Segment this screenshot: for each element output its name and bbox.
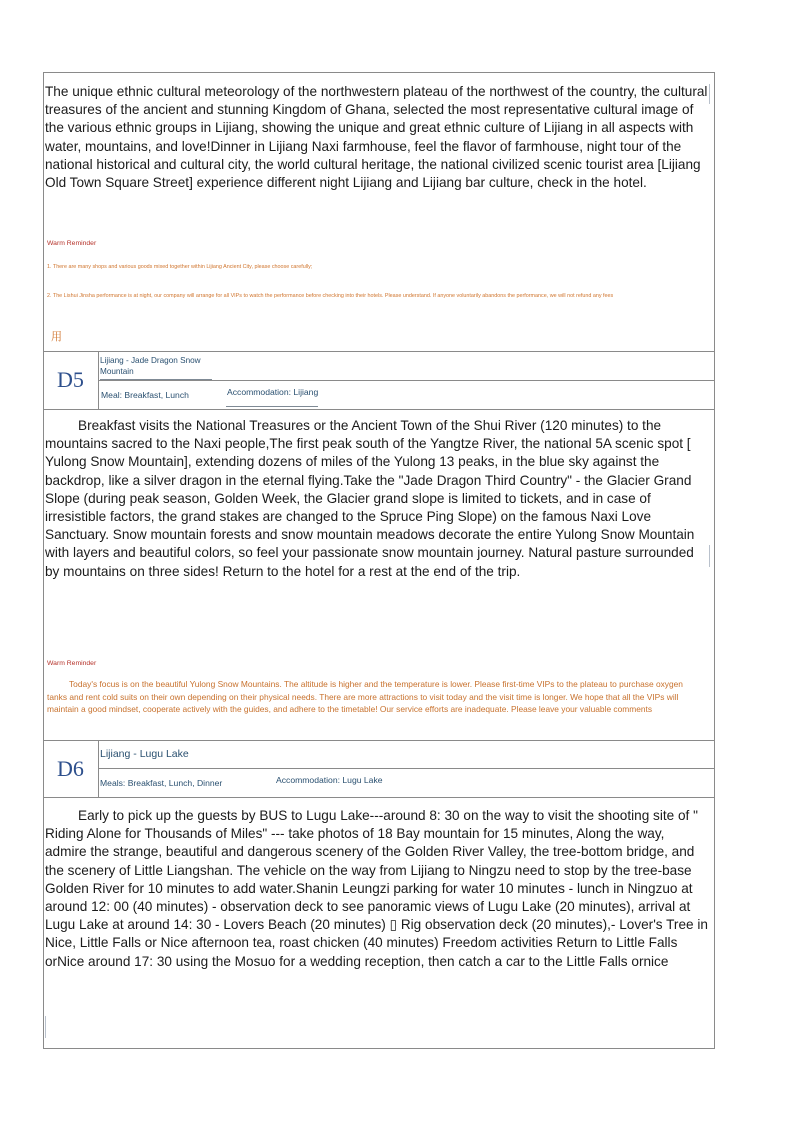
d5-mid-border	[98, 380, 715, 381]
d6-meals: Meals: Breakfast, Lunch, Dinner	[100, 778, 223, 788]
d5-route-underline	[100, 379, 212, 380]
intro-paragraph: The unique ethnic cultural meteorology of the northwestern plateau of the northwest of the country, the cultural treasures of the ancient and stunning Kingdom of Ghana, selected the most representative cultural image of the various ethnic groups in Lijiang, showing the unique and great ethnic culture of Lijiang in all aspects with water, mountains, and love!Dinner in Lijiang Naxi farmhouse, feel the flavor of farmhouse, night tour of the national historical and cultural city, the world cultural heritage, the national civilized scenic tourist area [Lijiang Old Town Square Street] experience different night Lijiang and Lijiang bar culture, check in the hotel.	[45, 84, 708, 191]
d6-accommodation: Accommodation: Lugu Lake	[276, 775, 383, 785]
reminder-item-1: 1. There are many shops and various goods mixed together within Lijiang Ancient City, please choose carefully;	[47, 264, 313, 270]
stray-glyph: 用	[51, 331, 62, 343]
warm-reminder-title: Warm Reminder	[47, 240, 97, 247]
d5-column-divider	[98, 351, 99, 409]
reminder-item-2: 2. The Lishui Jinsha performance is at night, our company will arrange for all VIPs to watch the performance before checking into their hotels. Please understand. If anyone voluntarily abandons the performance, we will not refund any fees	[47, 293, 614, 299]
reminder-paragraph: Today's focus is on the beautiful Yulong Snow Mountains. The altitude is higher and the temperature is lower. Please first-time VIPs to the plateau to purchase oxygen tanks and rent cold suits on their own depending on their physical needs. There are more attractions to visit today and the visit time is longer. We hope that all the VIPs will maintain a good mindset, cooperate actively with the guides, and adhere to the timetable! Our service efforts are inadequate. Please leave your valuable comments	[47, 679, 683, 715]
day-label-d6: D6	[57, 756, 84, 781]
d6-route: Lijiang - Lugu Lake	[100, 748, 189, 760]
d5-meals: Meal: Breakfast, Lunch	[101, 390, 189, 400]
d5-top-border	[43, 351, 715, 352]
day-label-d5: D5	[57, 367, 84, 392]
d5-route: Lijiang - Jade Dragon Snow Mountain	[100, 356, 201, 376]
scan-mark-3	[45, 1016, 46, 1038]
d6-bottom-border	[43, 797, 715, 798]
d6-column-divider	[98, 740, 99, 797]
d5-accommodation-underline	[226, 406, 318, 407]
d5-description: Breakfast visits the National Treasures or the Ancient Town of the Shui River (120 minutes) to the mountains sacred to the Naxi people,The first peak south of the Yangtze River, the national 5A scenic spot [ Yulong Snow Mountain], extending dozens of miles of the Yulong 13 peaks, in the blue sky against the backdrop, like a silver dragon in the eternal flying.Take the "Jade Dragon Third Country" - the Glacier Grand Slope (during peak season, Golden Week, the Glacier grand slope is limited to tickets, and in case of irresistible factors, the grand stakes are changed to the Spruce Ping Slope) on the famous Naxi Love Sanctuary. Snow mountain forests and snow mountain meadows decorate the entire Yulong Snow Mountain with layers and beautiful colors, so feel your passionate snow mountain journey. Natural pasture surrounded by mountains on three sides! Return to the hotel for a rest at the end of the trip.	[45, 418, 695, 579]
warm-reminder-title-2: Warm Reminder	[47, 660, 97, 667]
scan-mark-1	[709, 84, 710, 104]
d5-accommodation: Accommodation: Lijiang	[227, 387, 319, 397]
d6-description: Early to pick up the guests by BUS to Lugu Lake---around 8: 30 on the way to visit the shooting site of " Riding Alone for Thousands of Miles" --- take photos of 18 Bay mountain for 15 minutes, Along the way, admire the strange, beautiful and dangerous scenery of the Golden River Valley, the tree-bottom bridge, and the scenery of Little Liangshan. The vehicle on the way from Lijiang to Ningzu need to stop by the tree-base Golden River for 10 minutes to add water.Shanin Leungzi parking for water 10 minutes - lunch in Ningzuo at around 12: 00 (40 minutes) - observation deck to see panoramic views of Lugu Lake (20 minutes), arrival at Lugu Lake at around 14: 30 - Lovers Beach (20 minutes) ▯ Rig observation deck (20 minutes),- Lover's Tree in Nice, Little Falls or Nice afternoon tea, roast chicken (40 minutes) Freedom activities Return to Little Falls orNice around 17: 30 using the Mosuo for a wedding reception, then catch a car to the Little Falls ornice	[45, 808, 708, 969]
scan-mark-2	[709, 545, 710, 567]
d6-mid-border	[98, 768, 715, 769]
d6-top-border	[43, 740, 715, 741]
d5-bottom-border	[43, 409, 715, 410]
